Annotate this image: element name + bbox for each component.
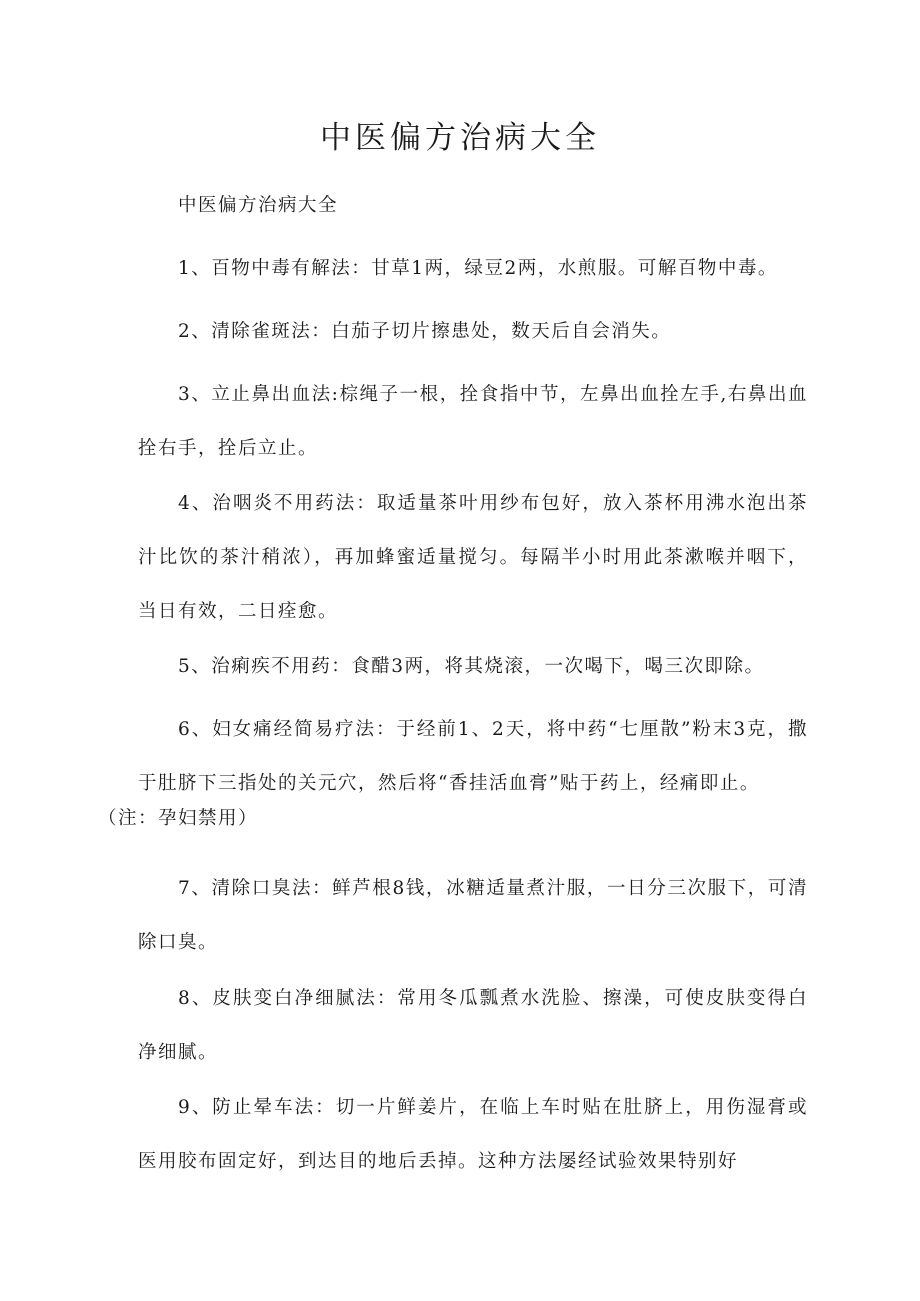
remedy-item-8: 8、皮肤变白净细腻法：常用冬瓜瓢煮水洗脸、擦澡，可使皮肤变得白净细腻。 (138, 988, 808, 1063)
remedy-item-4: 4、治咽炎不用药法：取适量茶叶用纱布包好，放入茶杯用沸水泡出茶汁比饮的茶汁稍浓），再加蜂蜜适量搅匀。每隔半小时用此茶漱喉并咽下，当日有效，二日痊愈。 (138, 493, 808, 622)
remedy-item-9: 9、防止晕车法：切一片鲜姜片，在临上车时贴在肚脐上，用伤湿膏或医用胶布固定好，到达目的地后丢掉。这种方法屡经试验效果特别好 (138, 1097, 808, 1172)
document-subtitle: 中医偏方治病大全 (178, 195, 339, 216)
document-title: 中医偏方治病大全 (320, 120, 600, 156)
remedy-item-1: 1、百物中毒有解法：甘草1两，绿豆2两，水煎服。可解百物中毒。 (178, 258, 778, 279)
remedy-item-5: 5、治痢疾不用药：食醋3两，将其烧滚，一次喝下，喝三次即除。 (178, 656, 765, 677)
remedy-item-6 (98, 703, 808, 837)
remedy-item-2: 2、清除雀斑法：白茄子切片擦患处，数天后自会消失。 (178, 321, 672, 342)
remedy-item-3: 3、立止鼻出血法:棕绳子一根，拴食指中节，左鼻出血拴左手,右鼻出血拴右手，拴后立止。 (138, 384, 808, 459)
remedy-item-7: 7、清除口臭法：鲜芦根8钱，冰糖适量煮汁服，一日分三次服下，可清除口臭。 (138, 878, 808, 953)
remedy-item-6-note: （注：孕妇禁用） (98, 808, 259, 829)
remedy-item-6-text: 6、妇女痛经简易疗法：于经前1、2天，将中药“七厘散”粉末3克，撒于肚脐下三指处的关元穴，然后将“香挂活血膏”贴于药上，经痛即止。 (138, 719, 808, 794)
